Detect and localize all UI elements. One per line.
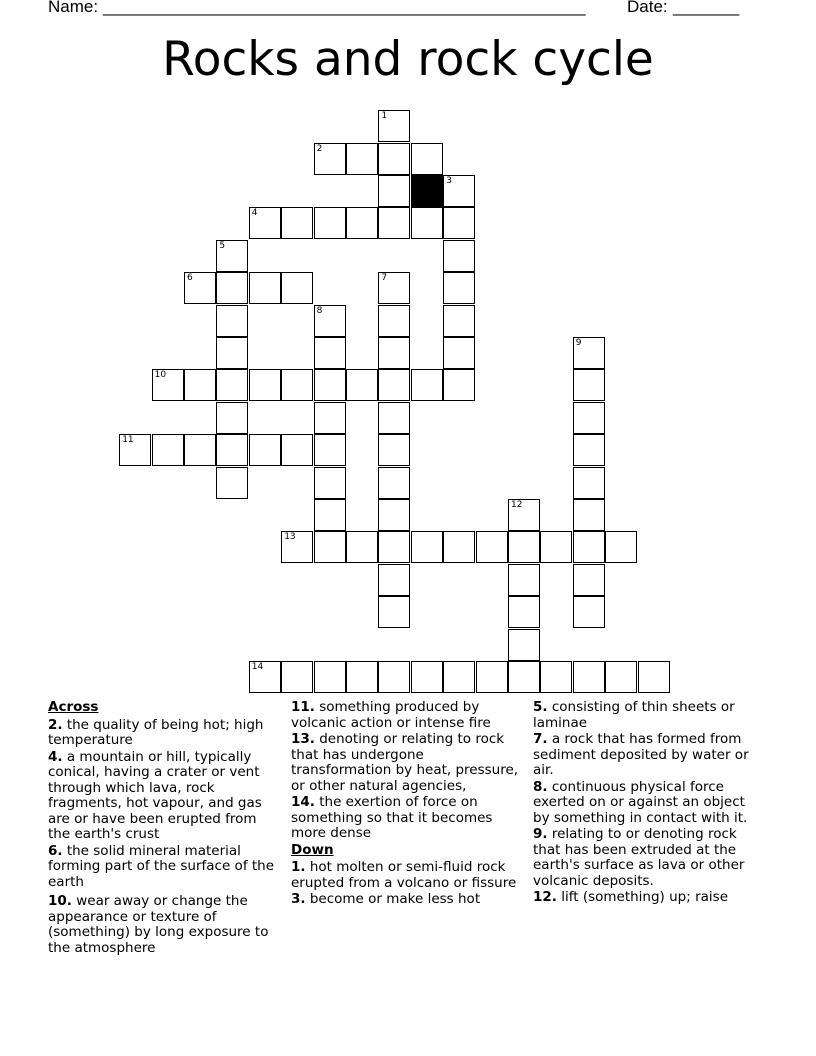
crossword-cell[interactable] bbox=[314, 402, 346, 434]
crossword-cell[interactable] bbox=[346, 661, 378, 693]
clue-down-7 bbox=[533, 732, 761, 779]
clue-number-label: 12 bbox=[511, 500, 523, 510]
crossword-cell[interactable] bbox=[314, 661, 346, 693]
crossword-cell[interactable] bbox=[443, 661, 475, 693]
crossword-cell[interactable] bbox=[314, 467, 346, 499]
crossword-cell[interactable] bbox=[378, 467, 410, 499]
crossword-cell[interactable] bbox=[378, 434, 410, 466]
crossword-cell[interactable] bbox=[508, 564, 540, 596]
clue-down-8 bbox=[533, 780, 761, 827]
down-heading: Down bbox=[291, 841, 334, 858]
crossword-cell[interactable] bbox=[281, 272, 313, 304]
crossword-cell[interactable] bbox=[378, 272, 410, 304]
clue-text: continuous physical force exerted on or against an object by something in contact with it. bbox=[533, 778, 748, 826]
crossword-cell[interactable] bbox=[540, 531, 572, 563]
crossword-cell[interactable] bbox=[281, 369, 313, 401]
clue-number-label: 4 bbox=[251, 208, 258, 219]
crossword-cell[interactable] bbox=[152, 369, 184, 401]
crossword-cell[interactable] bbox=[378, 596, 410, 628]
clue-number-label: 8 bbox=[316, 305, 323, 316]
crossword-cell[interactable] bbox=[216, 434, 248, 466]
clues-column-1 bbox=[48, 700, 276, 957]
crossword-cell[interactable] bbox=[314, 143, 346, 175]
clue-text: relating to or denoting rock that has been extruded at the earth's surface as lava or other volcanic deposits. bbox=[533, 826, 745, 889]
crossword-cell[interactable] bbox=[378, 369, 410, 401]
date-label: Date: bbox=[627, 0, 668, 16]
clue-text: a mountain or hill, typically conical, having a crater or vent through which lava, rock fragments, hot vapour, and gas are or have been erupted from the earth's crust bbox=[48, 748, 262, 842]
crossword-cell[interactable] bbox=[346, 143, 378, 175]
crossword-cell[interactable] bbox=[443, 305, 475, 337]
crossword-cell[interactable] bbox=[378, 564, 410, 596]
clue-across-2 bbox=[48, 718, 276, 749]
crossword-cell[interactable] bbox=[573, 434, 605, 466]
clue-number-label: 2 bbox=[316, 143, 323, 154]
crossword-cell[interactable] bbox=[476, 661, 508, 693]
name-label: Name: bbox=[48, 0, 99, 16]
crossword-cell[interactable] bbox=[573, 369, 605, 401]
crossword-cell[interactable] bbox=[378, 531, 410, 563]
clue-number: 12. bbox=[533, 889, 557, 905]
crossword-cell[interactable] bbox=[411, 207, 443, 239]
clue-number-label: 10 bbox=[154, 370, 167, 381]
crossword-cell[interactable] bbox=[346, 207, 378, 239]
clue-number: 10. bbox=[48, 893, 72, 909]
crossword-cell[interactable] bbox=[216, 337, 248, 369]
crossword-cell[interactable] bbox=[573, 499, 605, 531]
clue-text: lift (something) up; raise bbox=[561, 889, 728, 905]
name-line[interactable]: __________________________________________________ bbox=[103, 0, 586, 16]
crossword-cell[interactable] bbox=[508, 661, 540, 693]
crossword-cell[interactable] bbox=[443, 272, 475, 304]
clue-number: 8. bbox=[533, 778, 548, 795]
clue-text: the exertion of force on something so that it becomes more dense bbox=[291, 794, 493, 841]
crossword-cell[interactable] bbox=[411, 143, 443, 175]
clues-column-3 bbox=[533, 700, 761, 907]
crossword-cell[interactable] bbox=[605, 531, 637, 563]
crossword-cell[interactable] bbox=[378, 305, 410, 337]
crossword-cell[interactable] bbox=[573, 467, 605, 499]
clue-text: the solid mineral material forming part of the surface of the earth bbox=[48, 842, 275, 890]
crossword-cell[interactable] bbox=[378, 175, 410, 207]
crossword-cell[interactable] bbox=[216, 467, 248, 499]
crossword-cell[interactable] bbox=[443, 369, 475, 401]
crossword-cell[interactable] bbox=[378, 110, 410, 142]
crossword-cell[interactable] bbox=[443, 207, 475, 239]
crossword-cell[interactable] bbox=[540, 661, 572, 693]
crossword-cell[interactable] bbox=[476, 531, 508, 563]
crossword-cell[interactable] bbox=[346, 369, 378, 401]
clue-across-6 bbox=[48, 844, 276, 891]
clue-number: 9. bbox=[533, 826, 548, 842]
crossword-cell[interactable] bbox=[508, 596, 540, 628]
crossword-cell[interactable] bbox=[378, 337, 410, 369]
crossword-cell[interactable] bbox=[378, 661, 410, 693]
crossword-cell[interactable] bbox=[281, 661, 313, 693]
clue-number-label: 11 bbox=[122, 435, 134, 446]
crossword-cell[interactable] bbox=[216, 305, 248, 337]
clue-text: denoting or relating to rock that has undergone transformation by heat, pressure, or other natural agencies, bbox=[291, 731, 519, 794]
crossword-cell[interactable] bbox=[573, 661, 605, 693]
crossword-cell[interactable] bbox=[573, 564, 605, 596]
crossword-cell[interactable] bbox=[249, 434, 281, 466]
crossword-cell[interactable] bbox=[249, 369, 281, 401]
crossword-cell[interactable] bbox=[281, 207, 313, 239]
crossword-block-cell bbox=[411, 175, 443, 207]
clues-column-2 bbox=[291, 700, 519, 909]
clue-number-label: 9 bbox=[575, 338, 582, 348]
clue-number: 7. bbox=[533, 731, 548, 747]
crossword-cell[interactable] bbox=[216, 272, 248, 304]
clue-across-14 bbox=[291, 795, 519, 842]
crossword-cell[interactable] bbox=[573, 596, 605, 628]
crossword-cell[interactable] bbox=[314, 369, 346, 401]
clue-down-9 bbox=[533, 827, 761, 889]
crossword-cell[interactable] bbox=[508, 629, 540, 661]
crossword-cell[interactable] bbox=[443, 531, 475, 563]
crossword-cell[interactable] bbox=[314, 305, 346, 337]
crossword-cell[interactable] bbox=[216, 402, 248, 434]
crossword-cell[interactable] bbox=[216, 369, 248, 401]
crossword-cell[interactable] bbox=[573, 402, 605, 434]
crossword-cell[interactable] bbox=[314, 499, 346, 531]
clue-number: 5. bbox=[533, 699, 548, 715]
clue-number: 1. bbox=[291, 859, 306, 875]
clue-number-label: 5 bbox=[219, 240, 226, 251]
clue-down-3 bbox=[291, 892, 519, 908]
crossword-cell[interactable] bbox=[508, 499, 540, 531]
clue-text: wear away or change the appearance or texture of (something) by long exposure to the atmosphere bbox=[48, 893, 269, 956]
clue-number-label: 6 bbox=[187, 273, 193, 284]
crossword-cell[interactable] bbox=[184, 272, 216, 304]
clue-text: a rock that has formed from sediment deposited by water or air. bbox=[533, 731, 749, 778]
crossword-cell[interactable] bbox=[152, 434, 184, 466]
clue-number: 3. bbox=[291, 891, 306, 907]
clue-down-12 bbox=[533, 890, 761, 906]
crossword-cell[interactable] bbox=[281, 434, 313, 466]
clue-number: 2. bbox=[48, 716, 63, 733]
clue-down-1 bbox=[291, 860, 519, 891]
clue-down-5 bbox=[533, 700, 761, 731]
clue-across-13 bbox=[291, 732, 519, 794]
crossword-cell[interactable] bbox=[119, 434, 151, 466]
clue-number-label: 3 bbox=[446, 176, 452, 186]
crossword-cell[interactable] bbox=[443, 240, 475, 272]
clue-text: something produced by volcanic action or intense fire bbox=[291, 699, 491, 731]
crossword-cell[interactable] bbox=[378, 207, 410, 239]
clue-across-10 bbox=[48, 894, 276, 956]
clue-text: consisting of thin sheets or laminae bbox=[533, 699, 735, 731]
clue-across-4 bbox=[48, 750, 276, 843]
crossword-cell[interactable] bbox=[411, 369, 443, 401]
clue-text: hot molten or semi-fluid rock erupted from a volcano or fissure bbox=[291, 859, 517, 891]
crossword-cell[interactable] bbox=[411, 531, 443, 563]
crossword-cell[interactable] bbox=[605, 661, 637, 693]
clue-number: 11. bbox=[291, 699, 315, 715]
crossword-cell[interactable] bbox=[573, 337, 605, 369]
crossword-cell[interactable] bbox=[411, 661, 443, 693]
clue-number: 6. bbox=[48, 842, 63, 859]
across-heading: Across bbox=[48, 699, 99, 715]
crossword-cell[interactable] bbox=[346, 531, 378, 563]
crossword-cell[interactable] bbox=[314, 207, 346, 239]
crossword-cell[interactable] bbox=[314, 531, 346, 563]
crossword-cell[interactable] bbox=[281, 531, 313, 563]
crossword-cell[interactable] bbox=[216, 240, 248, 272]
page-title: Rocks and rock cycle bbox=[162, 32, 654, 87]
crossword-cell[interactable] bbox=[638, 661, 670, 693]
clue-text: the quality of being hot; high temperature bbox=[48, 716, 264, 748]
clue-number-label: 7 bbox=[381, 273, 388, 284]
crossword-cell[interactable] bbox=[249, 207, 281, 239]
crossword-cell[interactable] bbox=[443, 175, 475, 207]
crossword-cell[interactable] bbox=[378, 143, 410, 175]
clue-number-label: 14 bbox=[251, 662, 264, 672]
clue-number: 4. bbox=[48, 748, 63, 765]
date-line[interactable]: _______ bbox=[673, 0, 740, 16]
crossword-cell[interactable] bbox=[184, 369, 216, 401]
crossword-cell[interactable] bbox=[314, 337, 346, 369]
crossword-cell[interactable] bbox=[249, 272, 281, 304]
crossword-cell[interactable] bbox=[573, 531, 605, 563]
crossword-cell[interactable] bbox=[314, 434, 346, 466]
clue-number-label: 1 bbox=[381, 111, 388, 122]
clue-number-label: 13 bbox=[284, 532, 296, 543]
crossword-cell[interactable] bbox=[249, 661, 281, 693]
clue-number: 13. bbox=[291, 731, 315, 747]
crossword-cell[interactable] bbox=[184, 434, 216, 466]
crossword-cell[interactable] bbox=[378, 499, 410, 531]
clue-across-11 bbox=[291, 700, 519, 731]
clue-text: become or make less hot bbox=[309, 891, 481, 907]
clue-number: 14. bbox=[291, 794, 315, 810]
crossword-cell[interactable] bbox=[443, 337, 475, 369]
crossword-cell[interactable] bbox=[508, 531, 540, 563]
crossword-cell[interactable] bbox=[378, 402, 410, 434]
